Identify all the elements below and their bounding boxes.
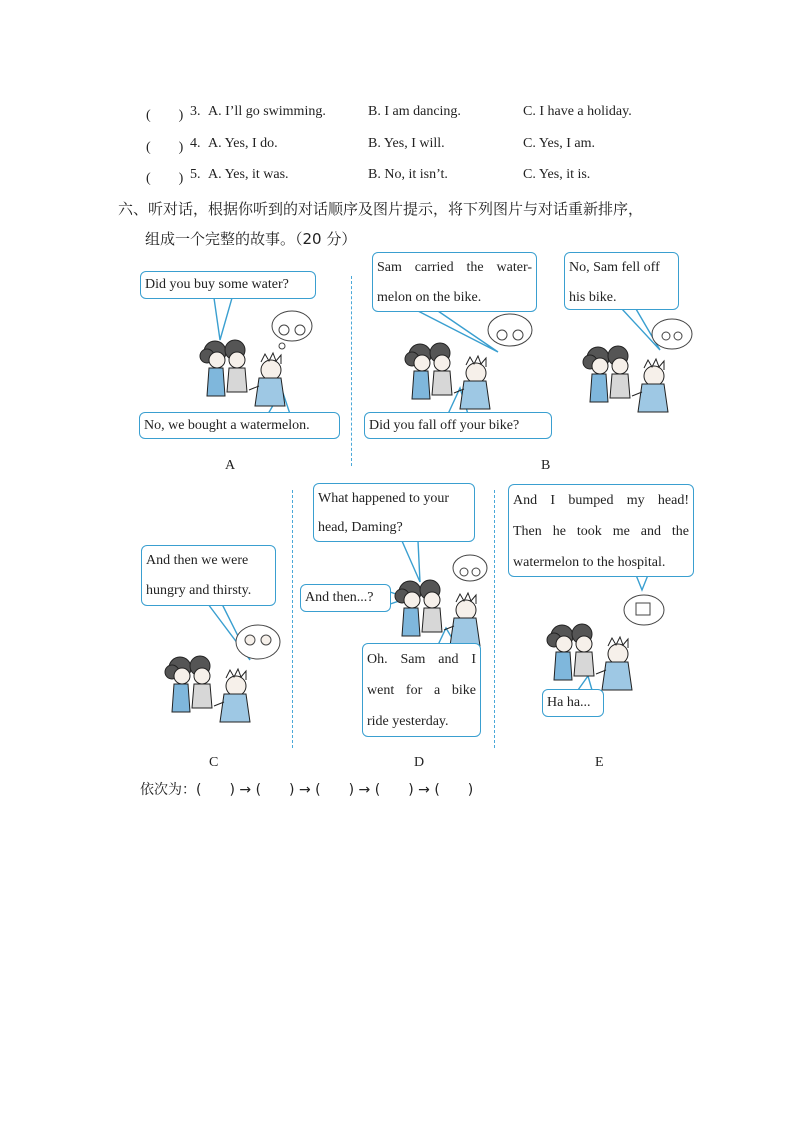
- bubble-text: Did you fall off your bike?: [369, 418, 520, 433]
- bubble-text: No, Sam fell off: [569, 260, 660, 275]
- speech-bubble-d-top: [313, 483, 475, 542]
- bubble-tail: [214, 298, 232, 340]
- bubble-text: Ha ha...: [547, 695, 591, 710]
- bubble-text: Oh. Sam and I: [367, 652, 476, 667]
- option-a: A. Yes, I do.: [208, 136, 278, 151]
- speech-bubble-d-left: [300, 584, 391, 612]
- option-c: C. I have a holiday.: [523, 104, 632, 119]
- speech-bubble-d-bottom: [362, 643, 481, 737]
- answer-blank[interactable]: ( ): [146, 140, 184, 155]
- thought-bubble: [652, 319, 692, 349]
- bubble-text: And I bumped my head!: [513, 493, 689, 508]
- answer-slot[interactable]: ( ): [315, 782, 355, 798]
- arrow-icon: →: [418, 782, 430, 798]
- answer-slot[interactable]: ( ): [434, 782, 474, 798]
- speech-bubble-b-bottom: [364, 412, 552, 439]
- bubble-text: Did you buy some water?: [145, 277, 289, 292]
- bubble-text: And then...?: [305, 590, 374, 605]
- option-c: C. Yes, it is.: [523, 167, 591, 182]
- option-b: B. No, it isn’t.: [368, 167, 448, 182]
- arrow-icon: →: [239, 782, 252, 798]
- bubble-tail: [418, 311, 498, 352]
- speech-bubble-b-2: [564, 252, 679, 310]
- thought-bubble: [236, 625, 280, 659]
- section-subtitle: 组成一个完整的故事。（20 分）: [145, 230, 357, 248]
- bubble-text: What happened to your: [318, 491, 450, 506]
- answer-blank[interactable]: ( ): [146, 171, 184, 186]
- answer-slot[interactable]: ( ): [196, 782, 235, 798]
- arrow-icon: →: [358, 782, 371, 798]
- question-number: 3.: [190, 104, 201, 119]
- option-c: C. Yes, I am.: [523, 136, 595, 151]
- thought-bubble: [488, 314, 532, 346]
- arrow-icon: →: [298, 782, 311, 798]
- speech-bubble-e-top: [508, 484, 694, 577]
- panel-label-e: E: [595, 755, 604, 770]
- question-number: 5.: [190, 167, 201, 182]
- bubble-tail: [402, 541, 420, 582]
- option-b: B. Yes, I will.: [368, 136, 445, 151]
- bubble-text: head, Daming?: [318, 520, 403, 535]
- option-a: A. Yes, it was.: [208, 167, 289, 182]
- bubble-text: watermelon to the hospital.: [513, 555, 666, 570]
- question-number: 4.: [190, 136, 201, 151]
- panel-label-d: D: [414, 755, 425, 770]
- bubble-text: went for a bike: [367, 683, 476, 698]
- panel-label-a: A: [225, 458, 236, 473]
- speech-bubble-a-bottom: [139, 412, 340, 439]
- section-title: 六、听对话，根据你听到的对话顺序及图片提示，将下列图片与对话重新排序，: [118, 200, 644, 218]
- bubble-text: melon on the bike.: [377, 290, 482, 305]
- answer-order-prefix: 依次为：: [140, 782, 196, 798]
- thought-bubble: [453, 555, 487, 581]
- bubble-tail: [578, 676, 592, 690]
- option-a: A. I’ll go swimming.: [208, 104, 326, 119]
- answer-slot[interactable]: ( ): [374, 782, 414, 798]
- bubble-text: And then we were: [146, 553, 249, 568]
- option-b: B. I am dancing.: [368, 104, 461, 119]
- speech-bubble-e-bottom: [542, 689, 604, 717]
- panel-label-b: B: [541, 458, 551, 473]
- speech-bubble-b-1: [372, 252, 537, 312]
- bubble-text: Then he took me and the: [513, 524, 689, 539]
- speech-bubble-c: [141, 545, 276, 606]
- bubble-text: ride yesterday.: [367, 714, 449, 729]
- thought-bubble: [624, 595, 664, 625]
- bubble-text: hungry and thirsty.: [146, 583, 252, 598]
- panel-label-c: C: [209, 755, 219, 770]
- answer-slot[interactable]: ( ): [255, 782, 295, 798]
- speech-bubble-a-top: [140, 271, 316, 299]
- bubble-text: No, we bought a watermelon.: [144, 418, 310, 433]
- bubble-text: his bike.: [569, 290, 617, 305]
- thought-bubble: [272, 311, 312, 341]
- answer-blank[interactable]: ( ): [146, 108, 184, 123]
- bubble-text: Sam carried the water-: [377, 260, 532, 275]
